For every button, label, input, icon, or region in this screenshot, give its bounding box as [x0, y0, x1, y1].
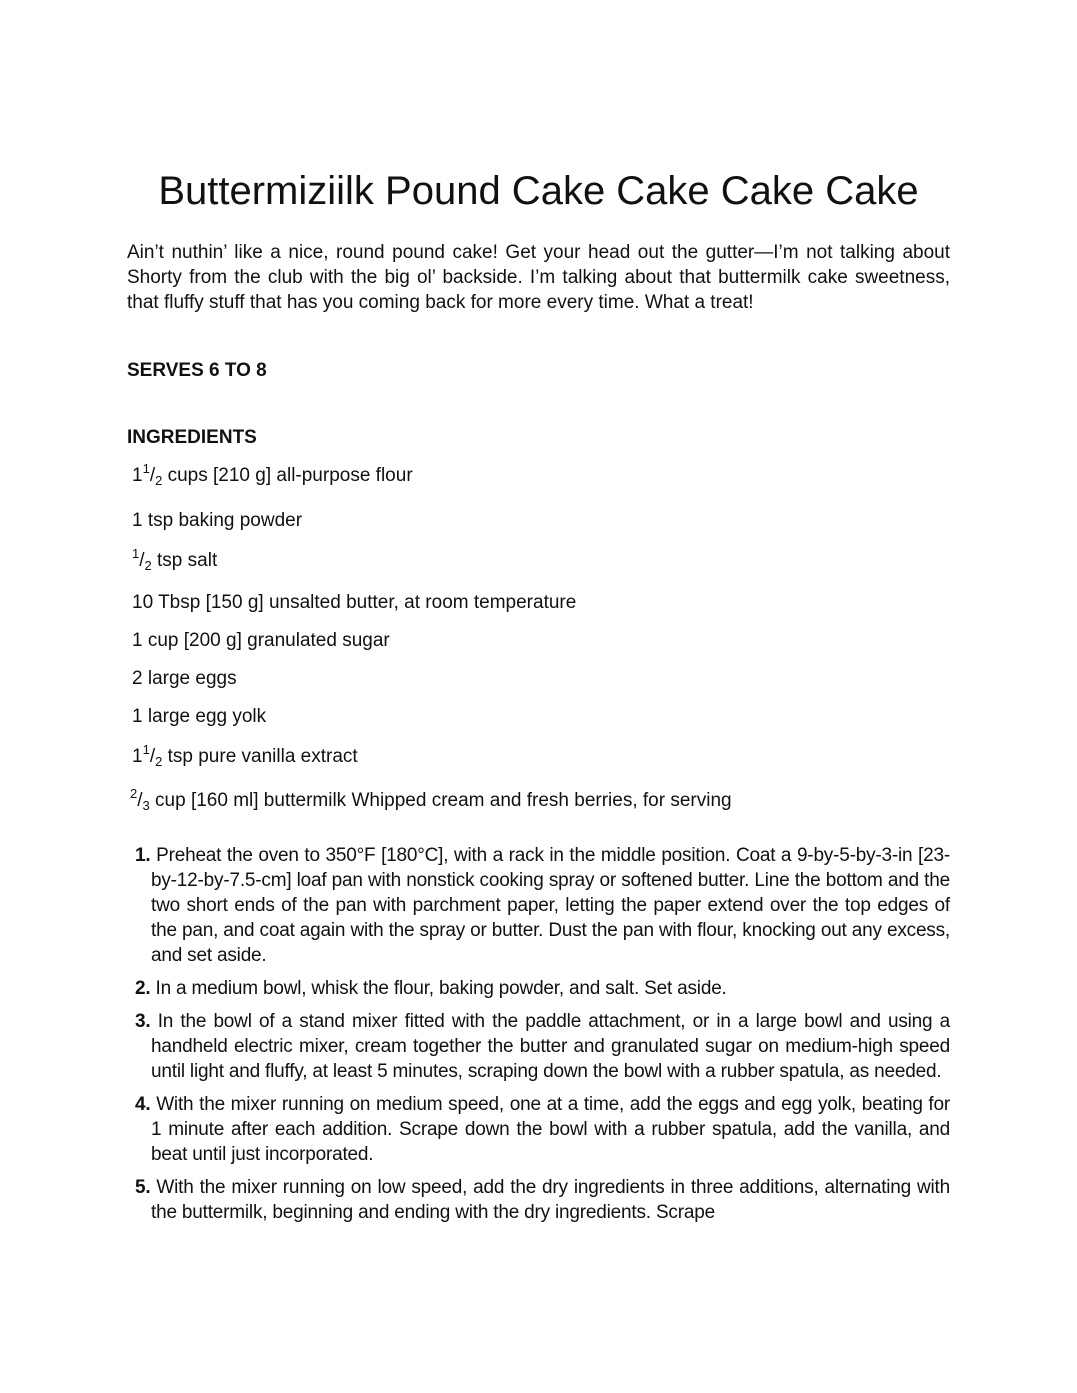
ingredient-fraction: $^1/_2$ — [142, 742, 163, 769]
ingredient-item — [132, 509, 302, 533]
ingredient-item — [132, 629, 390, 653]
ingredient-item — [132, 742, 358, 770]
ingredient-whole: 1 — [132, 465, 143, 486]
step-number: 5. — [135, 1177, 151, 1198]
step-text: With the mixer running on low speed, add the dry ingredients in three additions, alternating with the buttermilk, beginning and ending with the dry ingredients. Scrape — [150, 1177, 950, 1223]
ingredients-heading: INGREDIENTS — [127, 427, 257, 448]
ingredient-text: tsp salt — [151, 550, 218, 571]
ingredient-text: tsp pure vanilla extract — [162, 746, 358, 767]
ingredient-text: 2 large eggs — [132, 668, 237, 689]
serves-heading: SERVES 6 TO 8 — [127, 360, 267, 381]
ingredient-text: 1 tsp baking powder — [132, 510, 303, 531]
fraction-numerator: 1 — [142, 742, 150, 757]
ingredient-fraction: $^1/_2$ — [142, 461, 163, 488]
fraction-numerator: 1 — [132, 546, 140, 561]
method-step — [135, 843, 950, 968]
ingredient-item — [132, 546, 218, 574]
step-text: Preheat the oven to 350°F [180°C], with a rack in the middle position. Coat a 9-by-5-by-3-in [23-by-12-by-7.5-cm] loaf pan with nonstick cooking spray or softened butter. Line the bottom and the two short ends of the pan with parchment paper, letting the paper extend over the top edges of the pan, and coat again with the spray or butter. Dust the pan with flour, knocking out any excess, and set aside. — [150, 845, 950, 966]
ingredient-item — [132, 591, 576, 615]
step-text: In the bowl of a stand mixer fitted with the paddle attachment, or in a large bowl and using a handheld electric mixer, cream together the butter and granulated sugar on medium-high speed until light and fluffy, at least 5 minutes, scraping down the bowl with a rubber spatula, as needed. — [150, 1011, 950, 1082]
step-text: With the mixer running on medium speed, one at a time, add the eggs and egg yolk, beating for 1 minute after each addition. Scrape down the bowl with a rubber spatula, add the vanilla, and beat until just incorporated. — [150, 1094, 950, 1165]
method-steps — [135, 843, 950, 1233]
method-step — [135, 1009, 950, 1084]
ingredient-text: cups [210 g] all-purpose flour — [162, 465, 413, 486]
ingredient-item — [132, 667, 237, 691]
fraction-numerator: 1 — [142, 461, 150, 476]
ingredient-whole: 1 — [132, 746, 143, 767]
fraction-denominator: 2 — [144, 558, 152, 573]
step-text: In a medium bowl, whisk the flour, baking powder, and salt. Set aside. — [150, 978, 727, 999]
ingredient-item — [132, 705, 266, 729]
fraction-numerator: 2 — [130, 786, 138, 801]
method-step — [135, 1175, 950, 1225]
ingredient-text: 1 cup [200 g] granulated sugar — [132, 630, 390, 651]
step-number: 4. — [135, 1094, 151, 1115]
ingredient-text: cup [160 ml] buttermilk Whipped cream and fresh berries, for serving — [149, 790, 732, 811]
ingredient-text: 10 Tbsp [150 g] unsalted butter, at room temperature — [132, 592, 577, 613]
fraction-denominator: 2 — [155, 473, 163, 488]
step-number: 3. — [135, 1011, 151, 1032]
ingredient-item — [132, 461, 413, 489]
ingredient-item — [130, 786, 732, 814]
fraction-denominator: 2 — [155, 754, 163, 769]
method-step — [135, 976, 950, 1001]
page-title: Buttermiziilk Pound Cake Cake Cake Cake — [158, 169, 919, 213]
ingredient-text: 1 large egg yolk — [132, 706, 267, 727]
method-step — [135, 1092, 950, 1167]
ingredient-fraction: $^1/_2$ — [132, 546, 152, 573]
fraction-denominator: 3 — [142, 798, 150, 813]
ingredient-fraction: $^2/_3$ — [130, 786, 150, 813]
step-number: 1. — [135, 845, 151, 866]
intro-paragraph: Ain’t nuthin’ like a nice, round pound cake! Get your head out the gutter—I’m not talking about Shorty from the club with the big ol’ backside. I’m talking about that buttermilk cake sweetness, that fluffy stuff that has you coming back for more every time. What a treat! — [127, 242, 950, 313]
step-number: 2. — [135, 978, 151, 999]
